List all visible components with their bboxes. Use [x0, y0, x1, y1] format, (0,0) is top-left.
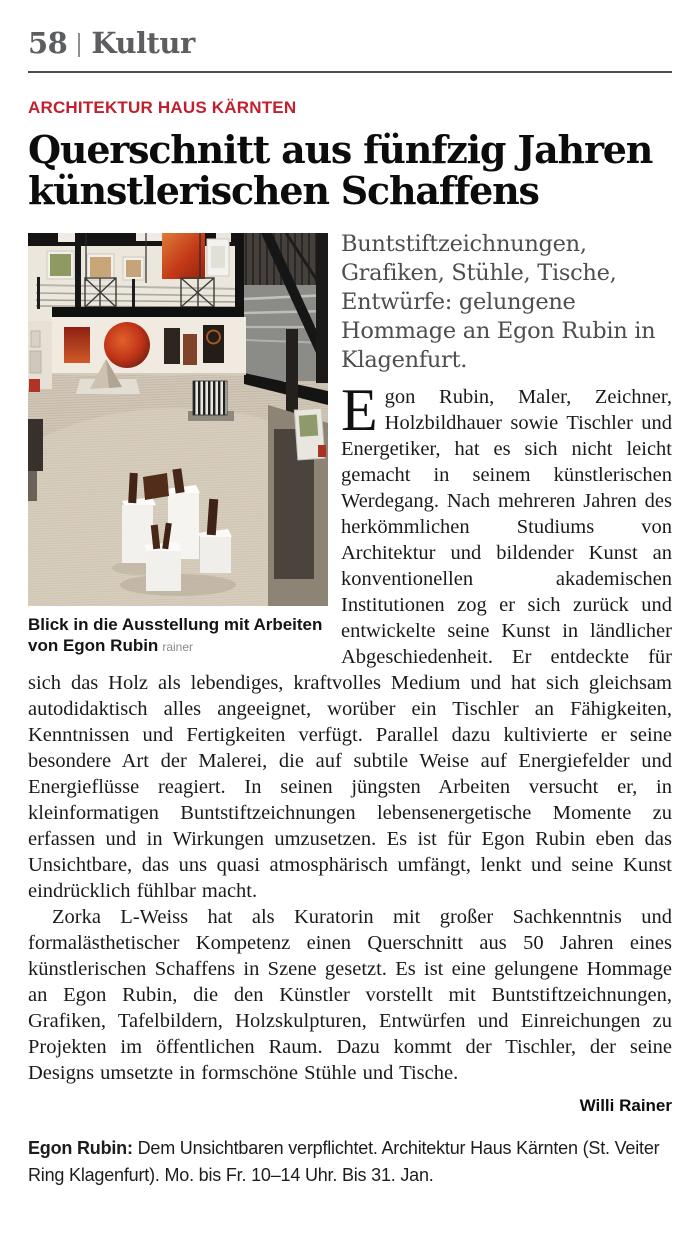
- photo-credit: rainer: [162, 640, 194, 654]
- exhibition-info: [28, 1135, 672, 1189]
- figure-caption-text: Blick in die Ausstellung mit Arbeiten von Egon Rubin: [28, 615, 323, 655]
- paragraph-1-text: gon Rubin, Maler, Zeichner, Holzbildhauer sowie Tischler und Energetiker, hat es sich nicht leicht gemacht in seinem künstlerischen Werdegang. Nach mehreren Jahren des herkömmlichen Studiums von Architektur und bildender Kunst an konventionellen akademischen Institutionen zog er sich zurück und entwickelte seine Kunst in ländlicher Abgeschiedenheit. Er entdeckte für sich das Holz als lebendiges, kraftvolles Medium und hat sich gleichsam autodidaktisch alles angeeignet, worüber ein Tischler an Fähigkeiten, Kenntnissen und Fertigkeiten verfügt. Parallel dazu kultivierte er seine besondere Art der Malerei, die auf subtile Weise auf Energiefelder und Energieflüsse reagiert. In seinen jüngsten Arbeiten versucht er, in kleinformatigen Buntstiftzeichnungen lebensenergetische Momente zu erfassen und in Wirkungen umzusetzen. Es ist für Egon Rubin eben das Unsichtbare, das uns quasi atmosphärisch umfängt, lenkt und seine Kunst eindrücklich fühlbar macht.: [28, 386, 672, 902]
- exhibition-photo: [28, 233, 328, 606]
- figure-caption: [28, 614, 328, 658]
- author-byline: Willi Rainer: [579, 1096, 672, 1115]
- article-lead: Buntstiftzeichnungen, Grafiken, Stühle, Tische, Entwürfe: gelungene Hommage an Egon Rubin in Klagenfurt.: [341, 231, 656, 373]
- header-rule: [28, 71, 672, 73]
- article-paragraph-2: Zorka L-Weiss hat als Kuratorin mit großer Sachkenntnis und formalästhetischer Kompetenz einen Querschnitt aus 50 Jahren eines künstlerischen Schaffens in Szene gesetzt. Es ist eine gelungene Hommage an Egon Rubin, die den Künstler vorstellt mit Buntstiftzeichnungen, Grafiken, Tafelbildern, Holzskulpturen, Entwürfen und Einreichungen zu Projekten im öffentlichen Raum. Dazu kommt der Tischler, der seine Designs umsetzte in formschöne Stühle und Tische.: [28, 906, 672, 1084]
- page-header: [28, 0, 672, 73]
- exhibition-figure: [28, 233, 328, 658]
- dropcap-letter: E: [341, 377, 378, 443]
- article-headline: Querschnitt aus fünfzig Jahren künstlerischen Schaffens: [28, 127, 653, 213]
- section-title: Kultur: [91, 26, 195, 60]
- article-kicker: ARCHITEKTUR HAUS KÄRNTEN: [28, 98, 297, 117]
- page-number: 58: [28, 26, 68, 60]
- article-body: [28, 230, 672, 1119]
- header-divider: [78, 33, 80, 57]
- exhibition-info-lead-in: Egon Rubin:: [28, 1138, 133, 1158]
- exhibition-info-text: Dem Unsichtbaren verpflichtet. Architektur Haus Kärnten (St. Veiter Ring Klagenfurt). Mo. bis Fr. 10–14 Uhr. Bis 31. Jan.: [28, 1138, 660, 1185]
